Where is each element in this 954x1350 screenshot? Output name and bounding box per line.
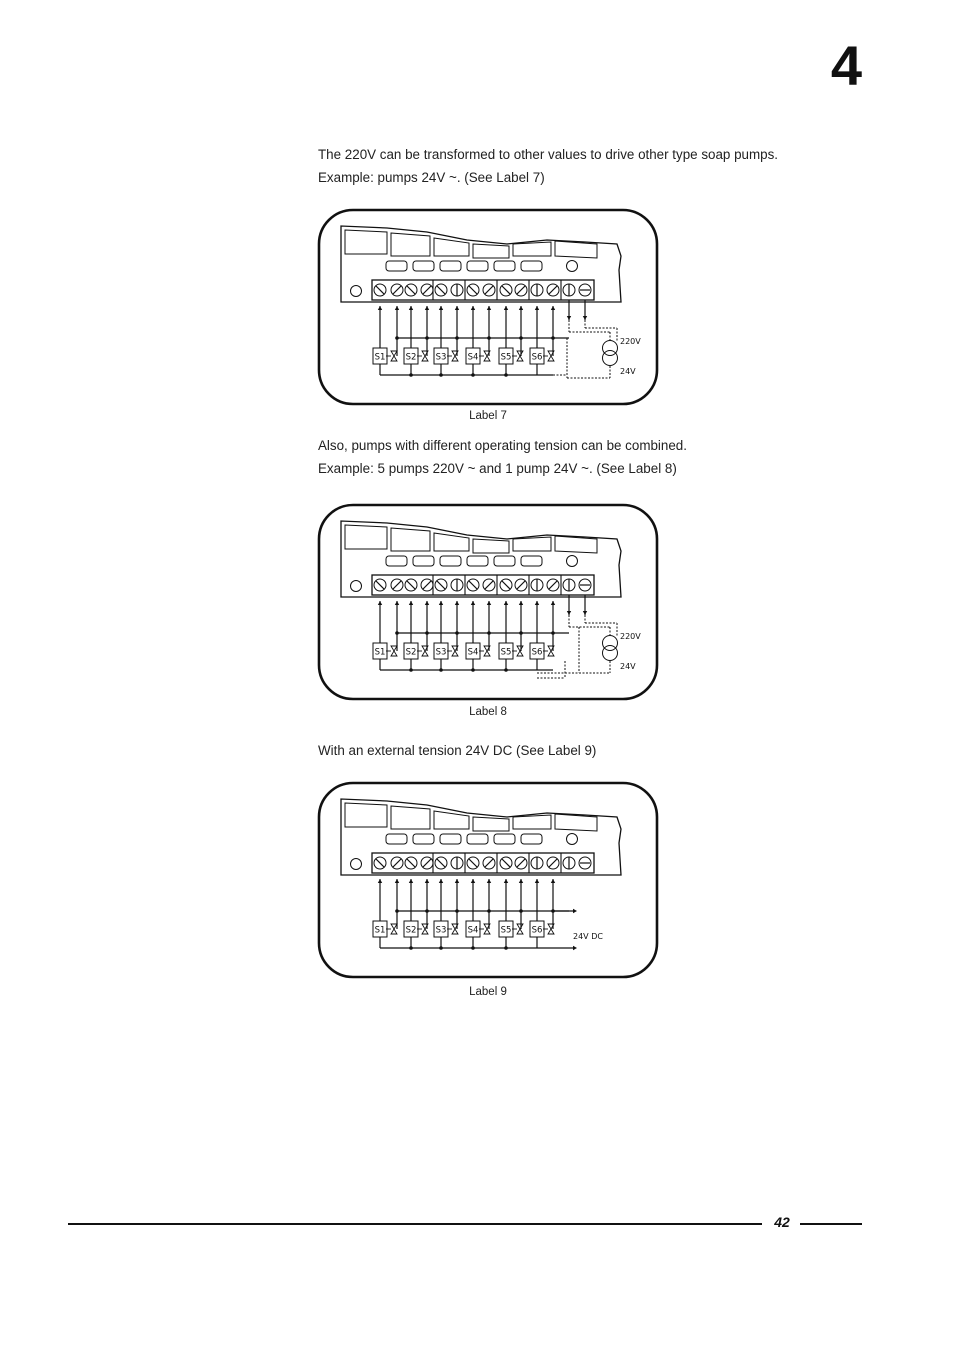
pump-label: S3 [435, 352, 447, 363]
transformer-icon [603, 351, 618, 366]
wire-arrow [551, 601, 555, 605]
screw-slot [485, 286, 493, 294]
wire-arrow [455, 879, 459, 883]
led-indicator [494, 261, 515, 271]
wire-arrow [425, 306, 429, 310]
pump-label: S2 [405, 925, 417, 936]
wire-arrow [583, 611, 587, 615]
wiring-diagram-svg [317, 781, 659, 979]
wire-arrow [378, 879, 382, 883]
valve-icon [517, 351, 523, 361]
pump-label: S4 [467, 925, 479, 936]
wire-arrow [395, 601, 399, 605]
wire-arrow [487, 879, 491, 883]
screw-slot [469, 581, 477, 589]
pump-wires [378, 300, 587, 377]
pump-label: S4 [467, 352, 479, 363]
voltage-label-24v: 24V [620, 367, 636, 376]
page-number: 42 [774, 1214, 790, 1230]
valve-icon [391, 351, 397, 361]
wire-arrow [573, 909, 577, 913]
wire-arrow [519, 306, 523, 310]
led-indicator [413, 556, 434, 566]
junction-dot [409, 946, 413, 950]
wire-arrow [439, 306, 443, 310]
junction-dot [439, 946, 443, 950]
screw-slot [437, 581, 445, 589]
voltage-label-220v: 220V [620, 337, 641, 346]
diagram-caption: Label 9 [469, 986, 507, 998]
board-slots [345, 525, 597, 553]
wire-arrow [395, 306, 399, 310]
wire-arrow [567, 611, 571, 615]
screw-slot [437, 286, 445, 294]
wire-arrow [504, 306, 508, 310]
wire-arrow [519, 879, 523, 883]
screw-slot [549, 859, 557, 867]
junction-dot [409, 373, 413, 377]
wire-arrow [567, 316, 571, 320]
wire-arrow [504, 601, 508, 605]
dc-paragraph [318, 740, 878, 763]
wiring-diagram-label-9 [317, 781, 659, 979]
screw-slot [502, 286, 510, 294]
led-indicator [413, 834, 434, 844]
wire-arrow [535, 306, 539, 310]
valve-icon [391, 646, 397, 656]
screw-slot [393, 286, 401, 294]
junction-dot [471, 668, 475, 672]
wire-arrow [471, 306, 475, 310]
mount-hole [351, 581, 362, 592]
led-indicator [440, 261, 461, 271]
wire-arrow [455, 306, 459, 310]
wire-arrow [409, 306, 413, 310]
wire-arrow [551, 306, 555, 310]
wire-arrow [551, 879, 555, 883]
screw-slot [502, 859, 510, 867]
indicator-circle [567, 834, 578, 845]
wire-arrow [425, 879, 429, 883]
screw-slot [485, 581, 493, 589]
wire-arrow [395, 879, 399, 883]
pump-label: S6 [531, 647, 543, 658]
wire-arrow [583, 316, 587, 320]
pump-label: S5 [500, 925, 512, 936]
screw-slot [469, 286, 477, 294]
led-indicator [521, 834, 542, 844]
indicator-circle [567, 261, 578, 272]
screw-slot [517, 286, 525, 294]
wire-arrow [378, 601, 382, 605]
voltage-label-24v-dc: 24V DC [573, 932, 603, 941]
pump-wires [378, 595, 587, 672]
valve-icon [517, 646, 523, 656]
led-indicator [386, 261, 407, 271]
mount-hole [351, 859, 362, 870]
wire-arrow [573, 946, 577, 950]
led-indicator [521, 556, 542, 566]
led-indicator [440, 834, 461, 844]
board-slots [345, 803, 597, 831]
led-indicator [494, 834, 515, 844]
wire-arrow [471, 601, 475, 605]
wire-arrow [455, 601, 459, 605]
mount-hole [351, 286, 362, 297]
pump-label: S6 [531, 352, 543, 363]
paragraph-line: Also, pumps with different operating tension can be combined. [318, 438, 687, 453]
pump-label: S5 [500, 352, 512, 363]
wire-arrow [439, 879, 443, 883]
paragraph-line: The 220V can be transformed to other values to drive other type soap pumps. [318, 147, 779, 162]
power-supply [573, 932, 603, 941]
pump-label: S3 [435, 925, 447, 936]
valve-icon [517, 924, 523, 934]
wire-arrow [487, 601, 491, 605]
wire-arrow [504, 879, 508, 883]
screw-slot [549, 286, 557, 294]
led-indicator [494, 556, 515, 566]
screw-slot [423, 286, 431, 294]
footer-rule-left [68, 1223, 762, 1225]
wire-arrow [409, 601, 413, 605]
junction-dot [471, 946, 475, 950]
wire-arrow [378, 306, 382, 310]
led-indicator [521, 261, 542, 271]
chapter-number: 4 [830, 34, 862, 97]
indicator-circle [567, 556, 578, 567]
led-indicator [413, 261, 434, 271]
led-indicator [467, 556, 488, 566]
power-supply [553, 320, 641, 378]
intro-paragraph [318, 144, 878, 189]
wire-arrow [535, 879, 539, 883]
pump-wires [378, 879, 577, 950]
screw-slot [407, 581, 415, 589]
pump-label: S2 [405, 352, 417, 363]
voltage-label-24v: 24V [620, 662, 636, 671]
screw-slot [423, 581, 431, 589]
board-slots [345, 230, 597, 258]
screw-slot [517, 581, 525, 589]
pump-label: S4 [467, 647, 479, 658]
junction-dot [504, 946, 508, 950]
paragraph-line: Example: 5 pumps 220V ~ and 1 pump 24V ~. (See Label 8) [318, 460, 677, 476]
screw-slot [423, 859, 431, 867]
junction-dot [504, 668, 508, 672]
led-indicator [386, 556, 407, 566]
screw-slot [549, 581, 557, 589]
wire-arrow [471, 879, 475, 883]
valve-icon [391, 924, 397, 934]
pump-labels [373, 348, 554, 364]
pump-label: S1 [374, 647, 386, 658]
pump-label: S6 [531, 925, 543, 936]
wire-arrow [409, 879, 413, 883]
wiring-diagram-svg [317, 503, 659, 701]
junction-dot [439, 373, 443, 377]
junction-dot [504, 373, 508, 377]
wiring-diagram-label-8 [317, 503, 659, 701]
led-indicator [440, 556, 461, 566]
pump-labels [373, 921, 554, 937]
screw-slot [376, 286, 384, 294]
wiring-diagram-svg [317, 208, 659, 406]
screw-slot [393, 581, 401, 589]
junction-dot [471, 373, 475, 377]
screw-slot [376, 859, 384, 867]
voltage-label-220v: 220V [620, 632, 641, 641]
junction-dot [409, 668, 413, 672]
transformer-icon [603, 646, 618, 661]
pump-label: S1 [374, 352, 386, 363]
diagram-caption: Label 7 [469, 410, 507, 422]
screw-slot [407, 286, 415, 294]
pump-label: S3 [435, 647, 447, 658]
pump-label: S1 [374, 925, 386, 936]
led-indicator [467, 261, 488, 271]
led-indicator [467, 834, 488, 844]
screw-slot [469, 859, 477, 867]
wire-arrow [439, 601, 443, 605]
screw-slot [485, 859, 493, 867]
wire-arrow [519, 601, 523, 605]
wiring-diagram-label-7 [317, 208, 659, 406]
pump-label: S5 [500, 647, 512, 658]
pump-label: S2 [405, 647, 417, 658]
footer-rule-right [800, 1223, 862, 1225]
combination-paragraph [318, 435, 878, 480]
screw-slot [517, 859, 525, 867]
screw-slot [393, 859, 401, 867]
led-indicator [386, 834, 407, 844]
wire-arrow [425, 601, 429, 605]
diagram-caption: Label 8 [469, 706, 507, 718]
screw-slot [376, 581, 384, 589]
junction-dot [439, 668, 443, 672]
wire-arrow [487, 306, 491, 310]
screw-slot [407, 859, 415, 867]
wire-arrow [535, 601, 539, 605]
screw-slot [502, 581, 510, 589]
paragraph-line: With an external tension 24V DC (See Label 9) [318, 743, 597, 758]
pump-labels [373, 643, 554, 659]
paragraph-line: Example: pumps 24V ~. (See Label 7) [318, 169, 545, 185]
screw-slot [437, 859, 445, 867]
